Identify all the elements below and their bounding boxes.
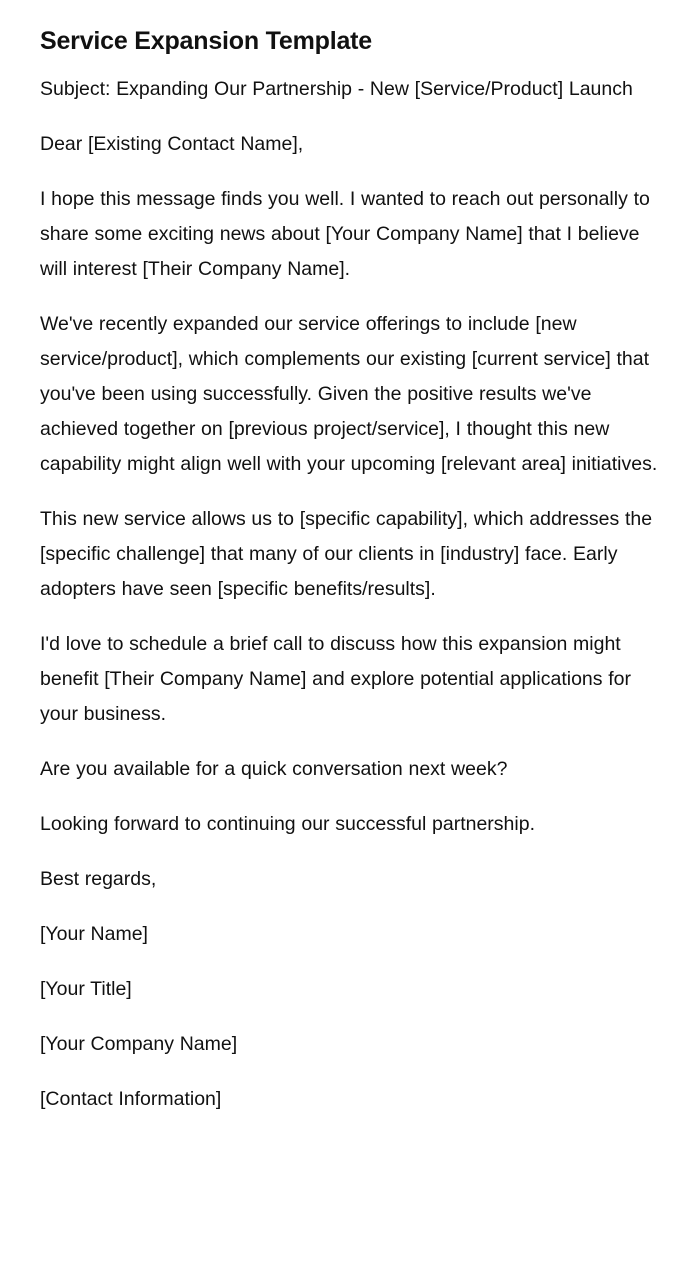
signature-company: [Your Company Name] xyxy=(40,1033,238,1055)
body-paragraph-question: Are you available for a quick conversation next week? xyxy=(40,758,508,780)
document-title: Service Expansion Template xyxy=(40,27,372,55)
signature-name: [Your Name] xyxy=(40,923,148,945)
body-paragraph-intro: I hope this message finds you well. I wanted to reach out personally to share some exciting news about [Your Company Name] that I believe will interest [Their Company Name]. xyxy=(40,188,650,280)
body-paragraph-closing: Looking forward to continuing our successful partnership. xyxy=(40,813,535,835)
signature-title: [Your Title] xyxy=(40,978,132,1000)
body-paragraph-call: I'd love to schedule a brief call to discuss how this expansion might benefit [Their Company Name] and explore potential applications for your business. xyxy=(40,633,631,725)
signature-contact: [Contact Information] xyxy=(40,1088,222,1110)
sign-off: Best regards, xyxy=(40,868,157,890)
salutation: Dear [Existing Contact Name], xyxy=(40,133,304,155)
subject-line: Subject: Expanding Our Partnership - New [Service/Product] Launch xyxy=(40,78,633,100)
body-paragraph-expansion: We've recently expanded our service offerings to include [new service/product], which complements our existing [current service] that you've been using successfully. Given the positive results we've achieved together on [previous project/service], I thought this new capability might align well with your upcoming [relevant area] initiatives. xyxy=(40,313,658,475)
body-paragraph-capability: This new service allows us to [specific capability], which addresses the [specific challenge] that many of our clients in [industry] face. Early adopters have seen [specific benefits/results]. xyxy=(40,508,653,600)
